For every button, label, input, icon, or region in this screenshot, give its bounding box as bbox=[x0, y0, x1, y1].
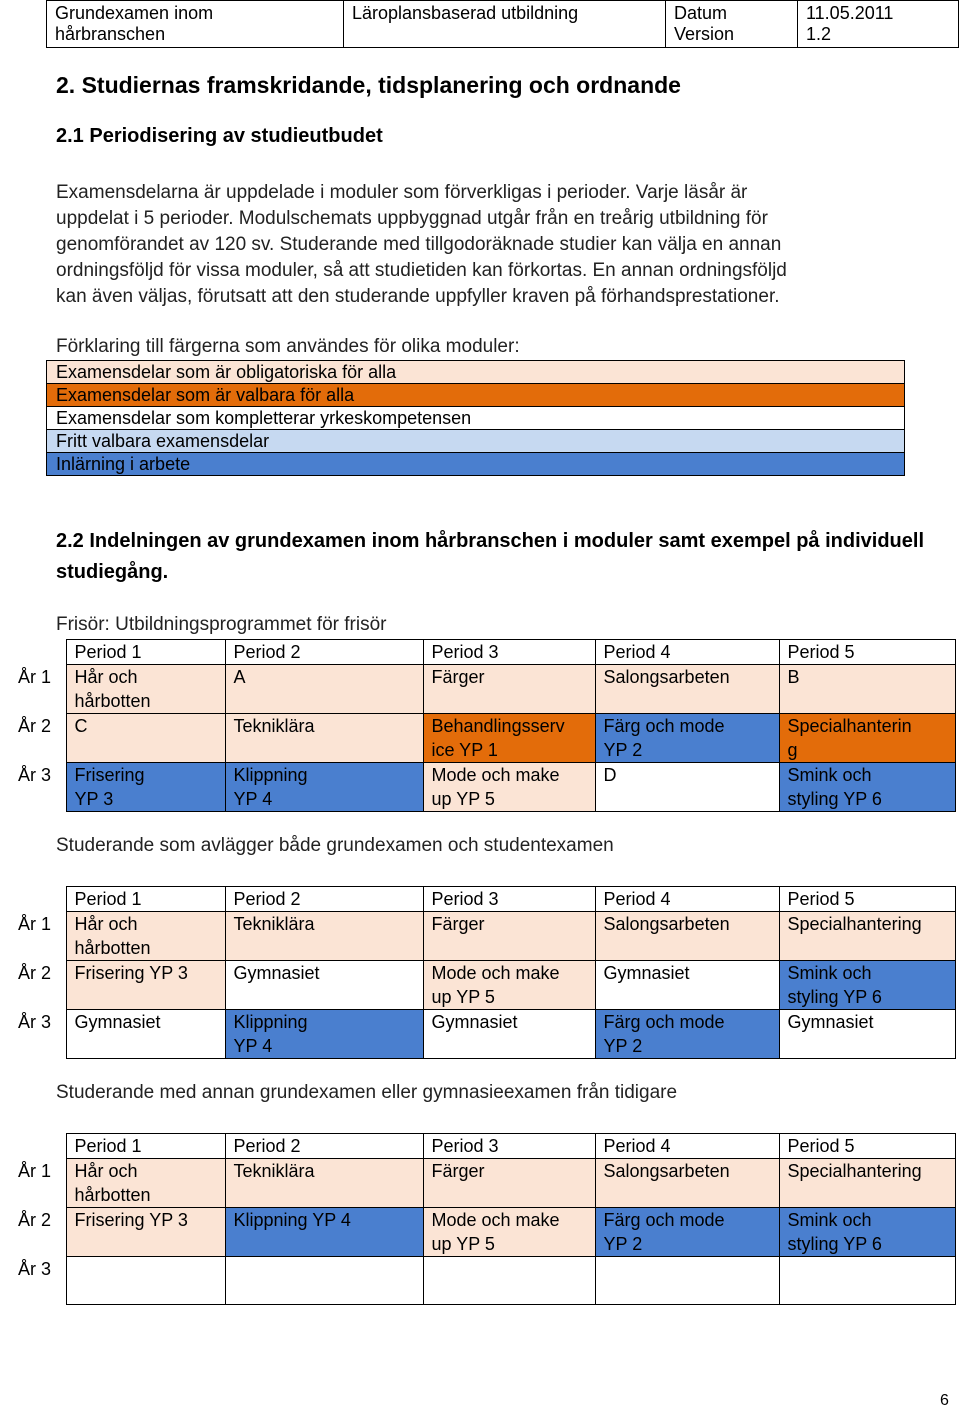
paragraph-line: ordningsföljd för vissa moduler, så att studietiden kan förkortas. En annan ordningsföljd bbox=[56, 260, 787, 281]
legend-row bbox=[47, 407, 905, 430]
schedule-table-studentexamen bbox=[6, 886, 956, 1059]
module-cell bbox=[225, 1010, 423, 1059]
module-cell bbox=[225, 714, 423, 763]
module-line-1: Tekniklära bbox=[233, 914, 315, 934]
paragraph-line: kan även väljas, förutsatt att den studerande uppfyller kraven på förhandsprestationer. bbox=[56, 286, 780, 307]
module-cell bbox=[225, 961, 423, 1010]
period-header: Period 4 bbox=[595, 1134, 779, 1159]
module-line-1: Gymnasiet bbox=[603, 963, 690, 983]
color-legend bbox=[46, 360, 905, 476]
year-label: År 3 bbox=[18, 1258, 52, 1279]
period-header-row bbox=[6, 887, 955, 912]
module-line-1: Frisering YP 3 bbox=[74, 963, 188, 983]
module-cell bbox=[66, 961, 225, 1010]
module-cell bbox=[779, 665, 955, 714]
module-cell bbox=[595, 1208, 779, 1257]
module-line-1: Gymnasiet bbox=[787, 1012, 874, 1032]
module-line-1: Gymnasiet bbox=[233, 963, 320, 983]
header-subject: Läroplansbaserad utbildning bbox=[344, 1, 666, 48]
paragraph-line: Examensdelarna är uppdelade i moduler som förverkligas i perioder. Varje läsår är bbox=[56, 182, 748, 203]
header-labels bbox=[666, 1, 798, 48]
module-cell bbox=[595, 961, 779, 1010]
module-cell bbox=[779, 714, 955, 763]
legend-item: Inlärning i arbete bbox=[47, 453, 905, 476]
module-cell bbox=[779, 1257, 955, 1305]
year-row bbox=[6, 665, 955, 714]
module-line-2: styling YP 6 bbox=[787, 789, 882, 809]
module-cell bbox=[66, 1208, 225, 1257]
header-doc-title bbox=[47, 1, 344, 48]
module-line-1: B bbox=[787, 667, 800, 687]
module-line-2: hårbotten bbox=[74, 1185, 151, 1205]
module-cell bbox=[595, 1159, 779, 1208]
header-title-line-1: Grundexamen inom bbox=[55, 3, 214, 23]
header-version-label: Version bbox=[674, 24, 735, 44]
module-line-2: styling YP 6 bbox=[787, 1234, 882, 1254]
module-cell bbox=[595, 1257, 779, 1305]
module-line-2: YP 2 bbox=[603, 740, 643, 760]
header-version-value: 1.2 bbox=[806, 24, 832, 44]
module-line-1: Gymnasiet bbox=[431, 1012, 518, 1032]
module-cell bbox=[225, 763, 423, 812]
module-cell bbox=[423, 1208, 595, 1257]
module-line-2: YP 2 bbox=[603, 1234, 643, 1254]
module-line-1: Färg och mode bbox=[603, 716, 725, 736]
module-cell bbox=[66, 665, 225, 714]
module-cell bbox=[66, 1257, 225, 1305]
year-row bbox=[6, 1208, 955, 1257]
table2-caption: Studerande som avlägger både grundexamen och studentexamen bbox=[56, 835, 614, 856]
legend-row bbox=[47, 361, 905, 384]
module-line-2: YP 2 bbox=[603, 1036, 643, 1056]
section-heading-2-1: 2.1 Periodisering av studieutbudet bbox=[56, 125, 383, 147]
period-header: Period 1 bbox=[66, 1134, 225, 1159]
period-header: Period 2 bbox=[225, 1134, 423, 1159]
module-line-1: Smink och bbox=[787, 963, 872, 983]
module-line-1: Färger bbox=[431, 667, 485, 687]
year-label: År 1 bbox=[18, 913, 52, 934]
period-header: Period 5 bbox=[779, 640, 955, 665]
table3-caption: Studerande med annan grundexamen eller gymnasieexamen från tidigare bbox=[56, 1082, 678, 1103]
module-cell bbox=[595, 763, 779, 812]
module-cell bbox=[779, 912, 955, 961]
module-line-1: Salongsarbeten bbox=[603, 1161, 730, 1181]
period-header: Period 2 bbox=[225, 640, 423, 665]
module-line-2: YP 4 bbox=[233, 1036, 273, 1056]
year-label: År 1 bbox=[18, 666, 52, 687]
module-line-2: up YP 5 bbox=[431, 789, 495, 809]
year-label: År 2 bbox=[18, 962, 52, 983]
module-line-1: Specialhantering bbox=[787, 914, 922, 934]
period-header: Period 3 bbox=[423, 1134, 595, 1159]
module-cell bbox=[779, 1208, 955, 1257]
legend-row bbox=[47, 430, 905, 453]
header-corner bbox=[6, 887, 66, 912]
legend-row bbox=[47, 453, 905, 476]
page-title: 2. Studiernas framskridande, tidsplanering och ordnande bbox=[56, 72, 681, 98]
module-cell bbox=[779, 961, 955, 1010]
header-date-label: Datum bbox=[674, 3, 728, 23]
module-cell bbox=[423, 665, 595, 714]
module-line-1: Klippning bbox=[233, 765, 308, 785]
module-line-1: Mode och make bbox=[431, 963, 560, 983]
module-cell bbox=[225, 1159, 423, 1208]
module-cell bbox=[595, 665, 779, 714]
year-label: År 2 bbox=[18, 1209, 52, 1230]
module-line-2: ice YP 1 bbox=[431, 740, 498, 760]
period-header: Period 5 bbox=[779, 887, 955, 912]
year-row bbox=[6, 1159, 955, 1208]
module-line-1: Färg och mode bbox=[603, 1012, 725, 1032]
module-line-2: up YP 5 bbox=[431, 1234, 495, 1254]
year-row bbox=[6, 1010, 955, 1059]
period-header: Period 4 bbox=[595, 887, 779, 912]
module-line-2: styling YP 6 bbox=[787, 987, 882, 1007]
legend-item: Examensdelar som är obligatoriska för alla bbox=[47, 361, 905, 384]
module-cell bbox=[423, 714, 595, 763]
year-label: År 1 bbox=[18, 1160, 52, 1181]
year-row bbox=[6, 912, 955, 961]
module-line-2: YP 4 bbox=[233, 789, 273, 809]
header-corner bbox=[6, 640, 66, 665]
section-heading-2-2: 2.2 Indelningen av grundexamen inom hårbranschen i moduler samt exempel på individuell studiegång. bbox=[56, 530, 924, 583]
schedule-table-tidigare-examen bbox=[6, 1133, 956, 1305]
year-label: År 2 bbox=[18, 715, 52, 736]
module-line-1: D bbox=[603, 765, 617, 785]
module-line-1: Tekniklära bbox=[233, 716, 315, 736]
module-line-1: Färger bbox=[431, 914, 485, 934]
header-date-value: 11.05.2011 bbox=[806, 3, 894, 23]
module-line-1: Klippning YP 4 bbox=[233, 1210, 351, 1230]
module-cell bbox=[595, 912, 779, 961]
period-header: Period 1 bbox=[66, 640, 225, 665]
year-row bbox=[6, 961, 955, 1010]
module-cell bbox=[595, 714, 779, 763]
module-cell bbox=[66, 714, 225, 763]
module-line-1: Tekniklära bbox=[233, 1161, 315, 1181]
legend-item: Examensdelar som är valbara för alla bbox=[47, 384, 905, 407]
module-cell bbox=[66, 1159, 225, 1208]
period-header: Period 2 bbox=[225, 887, 423, 912]
module-line-1: A bbox=[233, 667, 246, 687]
legend-item: Fritt valbara examensdelar bbox=[47, 430, 905, 453]
page-header bbox=[46, 0, 959, 48]
module-line-1: Hår och bbox=[74, 914, 138, 934]
legend-caption: Förklaring till färgerna som användes för olika moduler: bbox=[56, 336, 520, 357]
period-header: Period 1 bbox=[66, 887, 225, 912]
year-label: År 3 bbox=[18, 1011, 52, 1032]
module-line-1: Färg och mode bbox=[603, 1210, 725, 1230]
period-header-row bbox=[6, 640, 955, 665]
module-line-1: Frisering bbox=[74, 765, 145, 785]
module-cell bbox=[595, 1010, 779, 1059]
module-line-1: Smink och bbox=[787, 1210, 872, 1230]
period-header: Period 3 bbox=[423, 887, 595, 912]
module-cell bbox=[423, 961, 595, 1010]
module-cell bbox=[423, 912, 595, 961]
module-cell bbox=[423, 1257, 595, 1305]
module-line-1: Hår och bbox=[74, 667, 138, 687]
legend-row bbox=[47, 384, 905, 407]
module-cell bbox=[66, 912, 225, 961]
module-line-2: g bbox=[787, 740, 798, 760]
module-line-1: Salongsarbeten bbox=[603, 914, 730, 934]
module-cell bbox=[225, 665, 423, 714]
module-line-1: Specialhanterin bbox=[787, 716, 912, 736]
legend-item: Examensdelar som kompletterar yrkeskompetensen bbox=[47, 407, 905, 430]
module-line-1: Behandlingsserv bbox=[431, 716, 565, 736]
module-cell bbox=[66, 763, 225, 812]
module-cell bbox=[423, 763, 595, 812]
period-header-row bbox=[6, 1134, 955, 1159]
module-line-2: hårbotten bbox=[74, 938, 151, 958]
period-header: Period 4 bbox=[595, 640, 779, 665]
module-line-2: hårbotten bbox=[74, 691, 151, 711]
header-title-line-2: hårbranschen bbox=[55, 24, 166, 44]
period-header: Period 3 bbox=[423, 640, 595, 665]
module-cell bbox=[66, 1010, 225, 1059]
module-line-1: Klippning bbox=[233, 1012, 308, 1032]
module-cell bbox=[779, 763, 955, 812]
intro-paragraph bbox=[56, 180, 936, 310]
module-line-2: up YP 5 bbox=[431, 987, 495, 1007]
module-line-1: Mode och make bbox=[431, 1210, 560, 1230]
schedule-table-frisor bbox=[6, 639, 956, 812]
module-cell bbox=[423, 1010, 595, 1059]
year-row bbox=[6, 714, 955, 763]
module-cell bbox=[225, 912, 423, 961]
year-row bbox=[6, 763, 955, 812]
module-line-1: Gymnasiet bbox=[74, 1012, 161, 1032]
module-cell bbox=[225, 1208, 423, 1257]
module-line-1: Smink och bbox=[787, 765, 872, 785]
module-line-1: Frisering YP 3 bbox=[74, 1210, 188, 1230]
period-header: Period 5 bbox=[779, 1134, 955, 1159]
module-line-1: Färger bbox=[431, 1161, 485, 1181]
module-line-2: YP 3 bbox=[74, 789, 114, 809]
header-corner bbox=[6, 1134, 66, 1159]
page-number: 6 bbox=[940, 1392, 949, 1409]
table1-caption: Frisör: Utbildningsprogrammet för frisör bbox=[56, 614, 387, 635]
module-line-1: Mode och make bbox=[431, 765, 560, 785]
module-cell bbox=[423, 1159, 595, 1208]
module-line-1: Salongsarbeten bbox=[603, 667, 730, 687]
header-values bbox=[798, 1, 959, 48]
module-cell bbox=[779, 1010, 955, 1059]
paragraph-line: uppdelat i 5 perioder. Modulschemats uppbyggnad utgår från en treårig utbildning för bbox=[56, 208, 768, 229]
year-row bbox=[6, 1257, 955, 1305]
year-label: År 3 bbox=[18, 764, 52, 785]
paragraph-line: genomförandet av 120 sv. Studerande med tillgodoräknade studier kan välja en annan bbox=[56, 234, 782, 255]
module-cell bbox=[225, 1257, 423, 1305]
module-line-1: C bbox=[74, 716, 88, 736]
module-cell bbox=[779, 1159, 955, 1208]
module-line-1: Hår och bbox=[74, 1161, 138, 1181]
module-line-1: Specialhantering bbox=[787, 1161, 922, 1181]
